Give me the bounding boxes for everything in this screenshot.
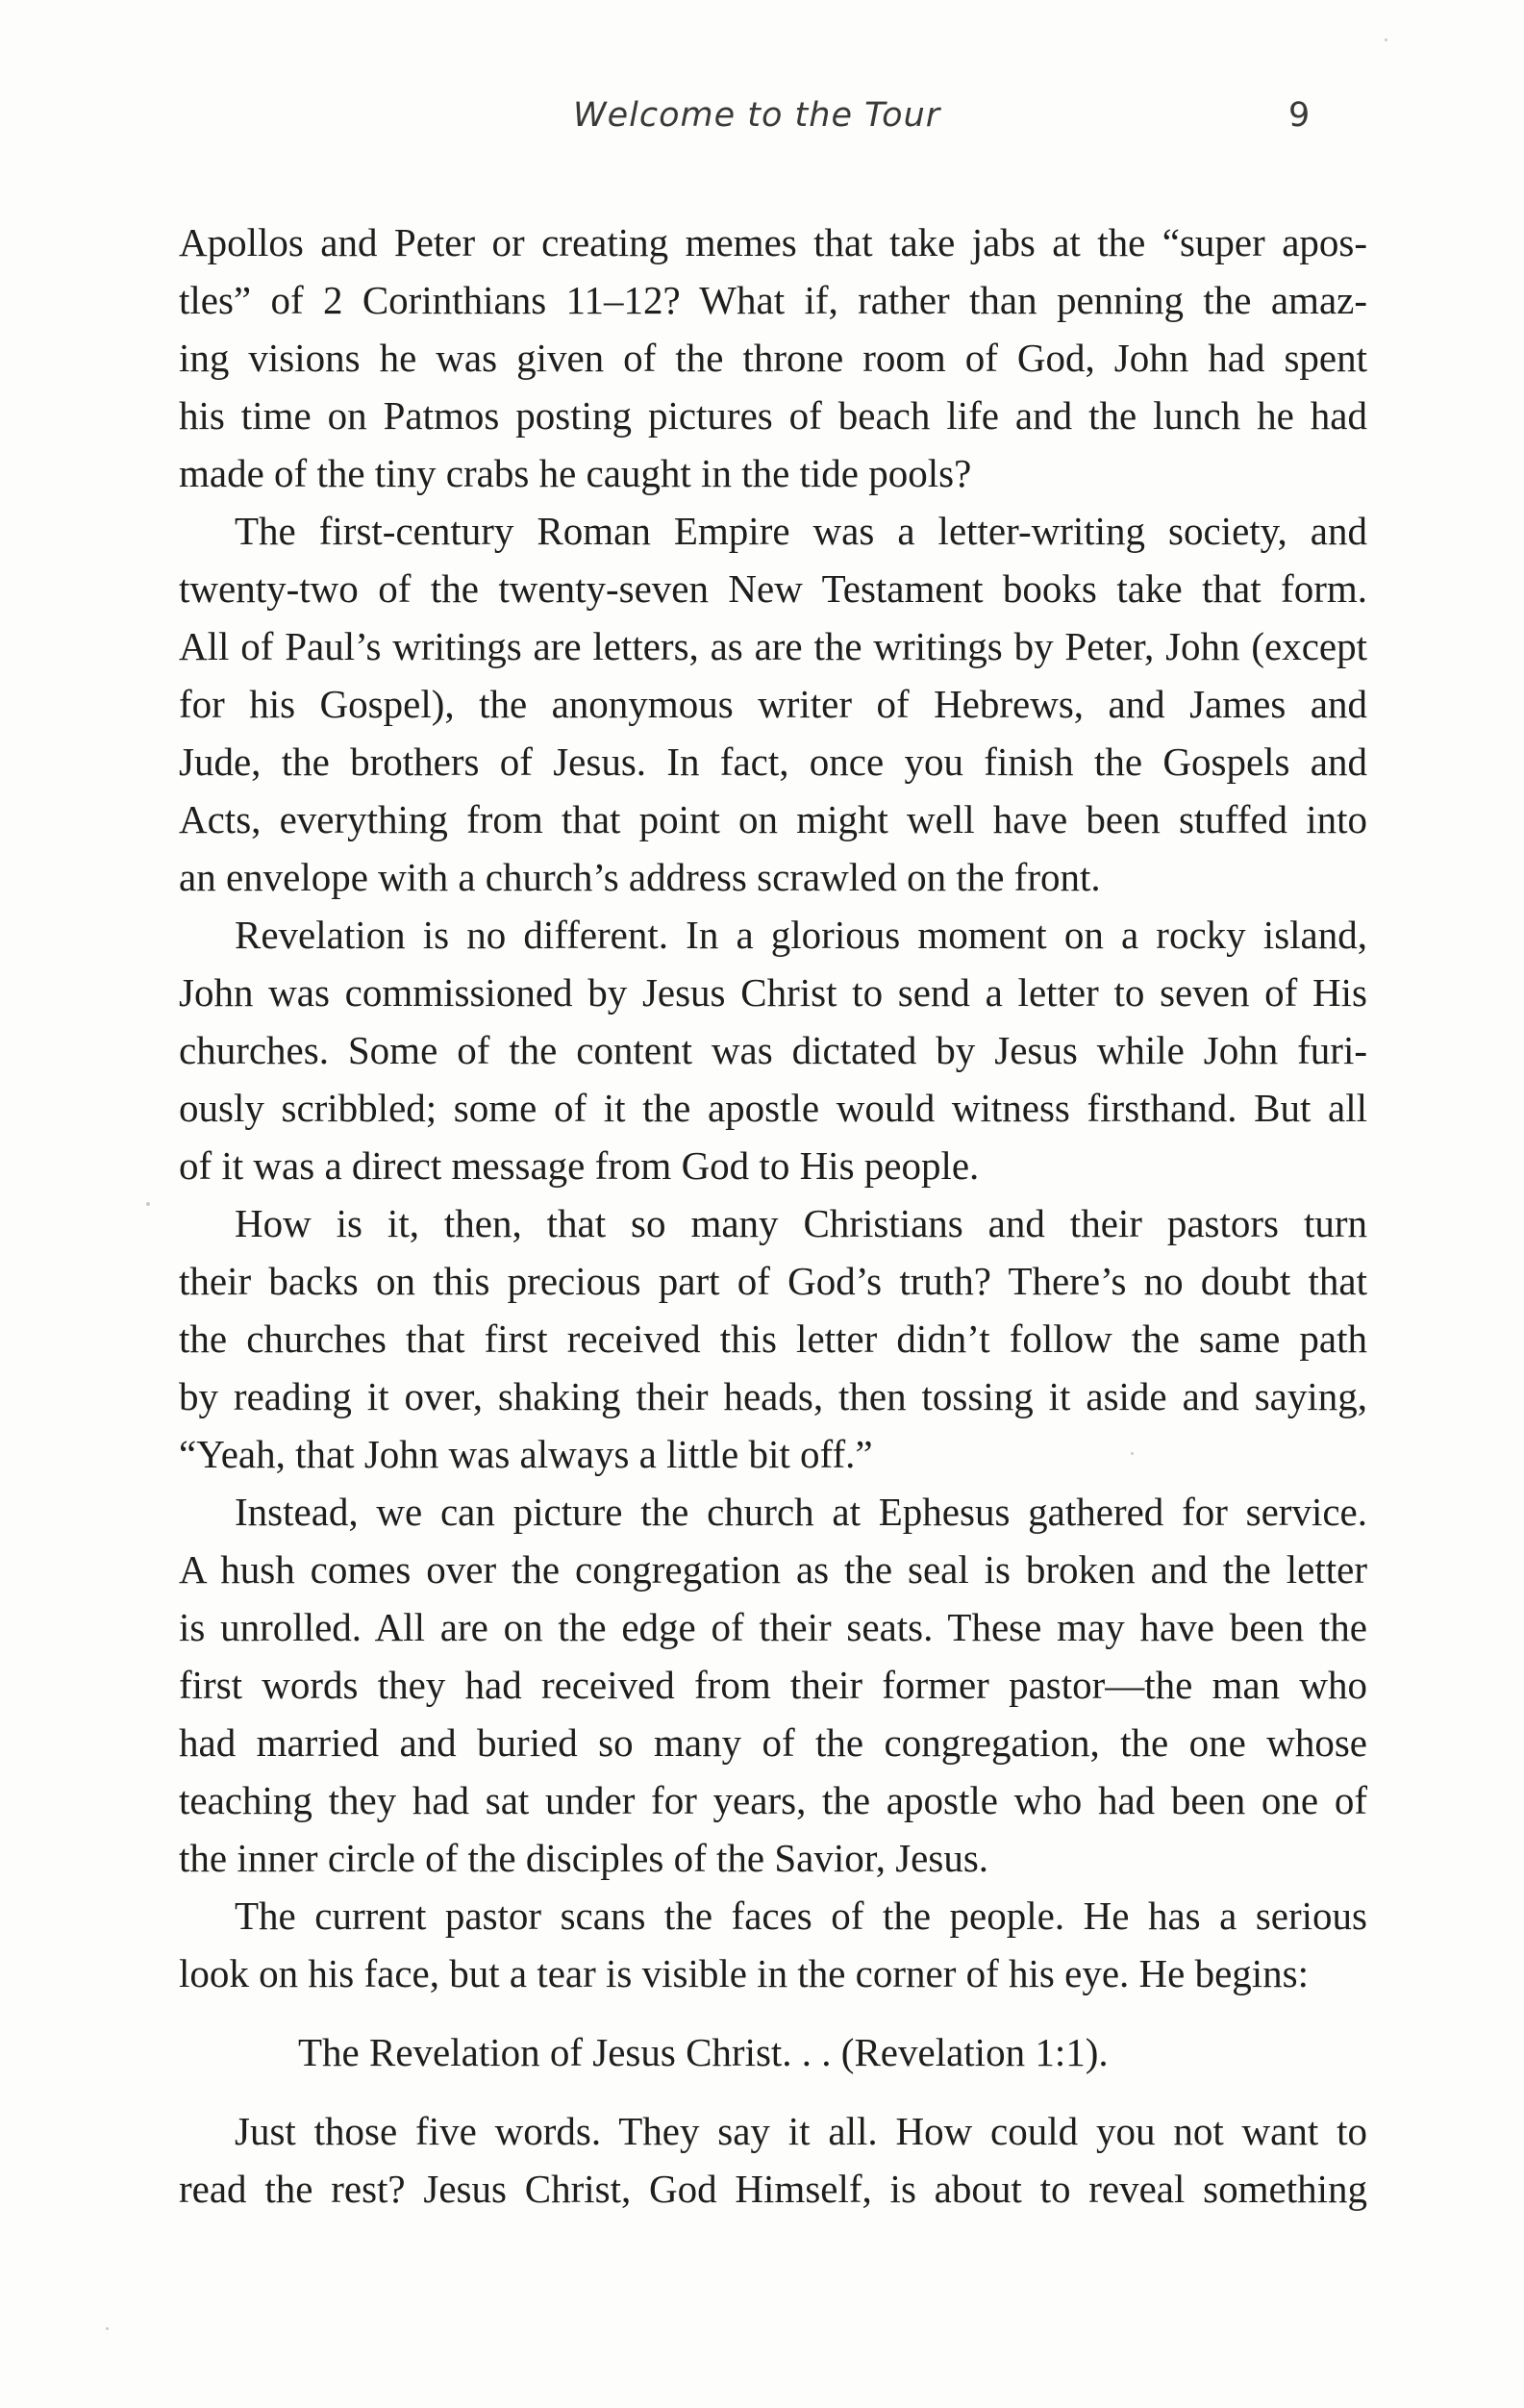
running-title: Welcome to the Tour: [573, 96, 941, 135]
text-line: had married and buried so many of the congregation, the one whose: [179, 1720, 1367, 1765]
text-line: churches. Some of the content was dictated by Jesus while John furi-: [179, 1028, 1367, 1072]
text-line: “Yeah, that John was always a little bit off.”: [179, 1432, 873, 1476]
text-line: read the rest? Jesus Christ, God Himself, is about to reveal something: [179, 2167, 1367, 2211]
text-line: A hush comes over the congregation as the seal is broken and the letter: [179, 1547, 1367, 1592]
text-line: All of Paul’s writings are letters, as are the writings by Peter, John (except: [179, 624, 1367, 668]
page-number: 9: [1288, 96, 1311, 135]
text-line: first words they had received from their former pastor—the man who: [179, 1663, 1367, 1707]
scan-speck: [1385, 38, 1387, 41]
text-line: an envelope with a church’s address scrawled on the front.: [179, 855, 1101, 899]
text-line: ously scribbled; some of it the apostle would witness firsthand. But all: [179, 1086, 1367, 1130]
text-line: twenty-two of the twenty-seven New Testament books take that form.: [179, 566, 1367, 611]
text-line: Jude, the brothers of Jesus. In fact, once you finish the Gospels and: [179, 740, 1367, 784]
scan-speck: [106, 2327, 109, 2330]
text-line: Apollos and Peter or creating memes that take jabs at the “super apos-: [179, 220, 1367, 264]
text-line: of it was a direct message from God to His people.: [179, 1143, 980, 1188]
text-line: for his Gospel), the anonymous writer of Hebrews, and James and: [179, 682, 1367, 726]
text-line: by reading it over, shaking their heads, then tossing it aside and saying,: [179, 1374, 1367, 1418]
text-line: Instead, we can picture the church at Ephesus gathered for service.: [235, 1490, 1367, 1534]
text-line: John was commissioned by Jesus Christ to send a letter to seven of His: [179, 970, 1367, 1015]
running-head: [0, 96, 1524, 154]
text-line: ing visions he was given of the throne room of God, John had spent: [179, 336, 1367, 380]
text-line: his time on Patmos posting pictures of beach life and the lunch he had: [179, 393, 1367, 438]
text-line: Acts, everything from that point on might well have been stuffed into: [179, 797, 1367, 841]
text-line: is unrolled. All are on the edge of their seats. These may have been the: [179, 1605, 1367, 1649]
scan-speck: [1131, 1452, 1134, 1455]
scan-speck: [146, 1202, 150, 1206]
text-line: the inner circle of the disciples of the Savior, Jesus.: [179, 1836, 989, 1880]
text-line: tles” of 2 Corinthians 11–12? What if, rather than penning the amaz-: [179, 278, 1367, 322]
body-text: [179, 213, 1367, 2218]
text-line: Just those five words. They say it all. How could you not want to: [235, 2109, 1367, 2153]
text-line: the churches that first received this letter didn’t follow the same path: [179, 1317, 1367, 1361]
text-line: The first-century Roman Empire was a letter-writing society, and: [235, 509, 1367, 553]
text-line: their backs on this precious part of God’s truth? There’s no doubt that: [179, 1259, 1367, 1303]
text-line: Revelation is no different. In a glorious moment on a rocky island,: [235, 913, 1367, 957]
text-line: teaching they had sat under for years, the apostle who had been one of: [179, 1778, 1367, 1822]
text-line: made of the tiny crabs he caught in the tide pools?: [179, 451, 972, 495]
block-quote: The Revelation of Jesus Christ. . . (Revelation 1:1).: [298, 2030, 1109, 2074]
text-line: How is it, then, that so many Christians and their pastors turn: [235, 1201, 1367, 1245]
text-line: The current pastor scans the faces of the people. He has a serious: [235, 1894, 1367, 1938]
text-line: look on his face, but a tear is visible in the corner of his eye. He begins:: [179, 1951, 1310, 1995]
